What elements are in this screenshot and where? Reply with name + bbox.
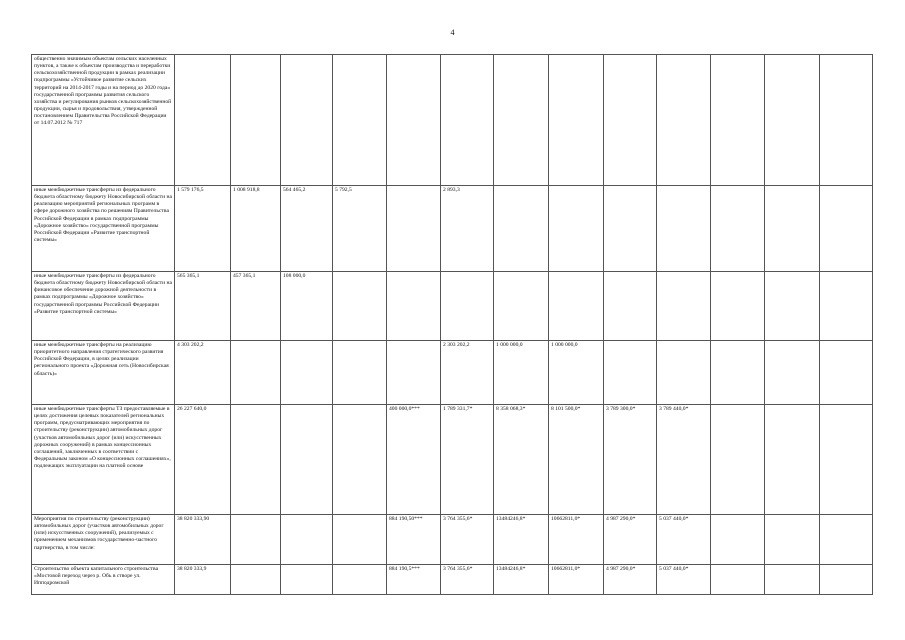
row-label: общественно значимым объектам сельских населенных пунктов, а также к объектам производства и переработки сельскохозяйственной продукции в рамках реализации подпрограммы «Устойчивое развитие сельских территорий на 2014-2017 годы и на период до 2020 года» государственной программы развития сельского хозяйства и регулирования рынков сельскохозяйственной продукции, сырья и продовольствия, утвержденной постановлением Правительства Российской Федерации от 14.07.2012 № 717 (32, 55, 175, 186)
value-cell (281, 341, 333, 405)
value-cell (549, 272, 604, 341)
value-cell (604, 341, 657, 405)
value-cell (820, 565, 873, 595)
value-cell: 5 792,5 (333, 186, 387, 272)
value-cell (175, 55, 231, 186)
value-cell (549, 55, 604, 186)
value-cell: 10662811,0* (549, 515, 604, 565)
value-cell: 1 000 000,0 (549, 341, 604, 405)
row-label: иные межбюджетные трансферты из федерального бюджета областному бюджету Новосибирской области на реализацию мероприятий региональных программ в сфере дорожного хозяйства по решениям Правительства Российской Федерации в рамках подпрограммы «Дорожное хозяйство» государственной программы Российской Федерации «Развитие транспортной системы» (32, 186, 175, 272)
value-cell (765, 55, 820, 186)
row-label: иные межбюджетные трансферты ТЗ предоставляемые в целях достижения целевых показателей региональных программ, предусматривающих мероприятия по строительству (реконструкции) автомобильных дорог (участков автомобильных дорог (или) искусственных дорожных сооружений) в рамках концессионных соглашений, заключенных в соответствии с Федеральным законом «О концессионных соглашениях», подлежащих эксплуатации на платной основе (32, 405, 175, 515)
value-cell (765, 405, 820, 515)
value-cell (711, 565, 765, 595)
value-cell: 13484246,8* (494, 565, 549, 595)
row-label: Мероприятия по строительству (реконструкции) автомобильных дорог (участков автомобильных дорог (или) искусственных сооружений), реализуемых с применением механизмов государственно-частного партнерства, в том числе: (32, 515, 175, 565)
value-cell: 26 227 640,0 (175, 405, 231, 515)
value-cell: 1 789 331,7* (441, 405, 494, 515)
value-cell (231, 405, 281, 515)
value-cell (765, 272, 820, 341)
value-cell: 564 465,2 (281, 186, 333, 272)
value-cell (711, 272, 765, 341)
table-row (32, 55, 873, 186)
value-cell (231, 55, 281, 186)
value-cell (549, 186, 604, 272)
value-cell: 10662811,0* (549, 565, 604, 595)
value-cell (711, 55, 765, 186)
value-cell (387, 186, 441, 272)
budget-table (31, 54, 873, 595)
value-cell: 457 365,1 (231, 272, 281, 341)
row-label: иные межбюджетные трансферты на реализацию приоритетного направления стратегического развития Российской Федерации, в целях реализации регионального проекта «Дорожная сеть (Новосибирская область)» (32, 341, 175, 405)
value-cell (820, 515, 873, 565)
value-cell: 2 303 202,2 (441, 341, 494, 405)
value-cell: 5 037 440,0* (657, 565, 711, 595)
value-cell (604, 55, 657, 186)
value-cell (333, 55, 387, 186)
value-cell (281, 405, 333, 515)
value-cell: 5 037 440,0* (657, 515, 711, 565)
value-cell: 3 764 355,6* (441, 515, 494, 565)
value-cell (657, 55, 711, 186)
value-cell: 4 303 202,2 (175, 341, 231, 405)
value-cell (333, 341, 387, 405)
value-cell (387, 341, 441, 405)
value-cell: 3 789 300,0* (604, 405, 657, 515)
row-label: иные межбюджетные трансферты из федерального бюджета областному бюджету Новосибирской области на финансовое обеспечение дорожной деятельности в рамках подпрограммы «Дорожное хозяйство» государственной программы Российской Федерации «Развитие транспортной системы» (32, 272, 175, 341)
value-cell (711, 405, 765, 515)
value-cell (281, 565, 333, 595)
value-cell (820, 341, 873, 405)
value-cell: 8 101 500,0* (549, 405, 604, 515)
value-cell (604, 186, 657, 272)
value-cell (441, 272, 494, 341)
value-cell (387, 272, 441, 341)
value-cell (281, 55, 333, 186)
value-cell (820, 55, 873, 186)
value-cell: 4 987 290,0* (604, 515, 657, 565)
value-cell (765, 341, 820, 405)
value-cell: 13484246,8* (494, 515, 549, 565)
value-cell: 2 893,3 (441, 186, 494, 272)
value-cell: 3 764 355,6* (441, 565, 494, 595)
value-cell (711, 341, 765, 405)
table-row (32, 515, 873, 565)
value-cell (820, 186, 873, 272)
value-cell (333, 405, 387, 515)
value-cell: 38 820 333,90 (175, 515, 231, 565)
value-cell (765, 565, 820, 595)
value-cell (711, 186, 765, 272)
value-cell (711, 515, 765, 565)
value-cell (333, 272, 387, 341)
value-cell (657, 272, 711, 341)
value-cell (604, 272, 657, 341)
table-row (32, 186, 873, 272)
value-cell (231, 515, 281, 565)
value-cell: 4 987 290,0* (604, 565, 657, 595)
table-row (32, 341, 873, 405)
value-cell (333, 565, 387, 595)
value-cell: 8 358 068,3* (494, 405, 549, 515)
value-cell: 400 000,0*** (387, 405, 441, 515)
value-cell: 1 008 918,8 (231, 186, 281, 272)
value-cell (494, 186, 549, 272)
page-number: 4 (450, 28, 455, 37)
value-cell (231, 341, 281, 405)
table-row (32, 405, 873, 515)
value-cell: 884 190,50*** (387, 515, 441, 565)
value-cell (441, 55, 494, 186)
value-cell (387, 55, 441, 186)
row-label: Строительство объекта капитального строительства «Мостовой переход через р. Обь в створе ул. Ипподромской (32, 565, 175, 595)
value-cell (657, 341, 711, 405)
value-cell: 884 190,5*** (387, 565, 441, 595)
table-row (32, 565, 873, 595)
value-cell (281, 515, 333, 565)
value-cell (820, 405, 873, 515)
value-cell (765, 186, 820, 272)
value-cell (231, 565, 281, 595)
value-cell: 1 000 000,0 (494, 341, 549, 405)
value-cell (333, 515, 387, 565)
value-cell (765, 515, 820, 565)
value-cell: 38 820 333,9 (175, 565, 231, 595)
value-cell (494, 55, 549, 186)
value-cell (657, 186, 711, 272)
value-cell (820, 272, 873, 341)
value-cell (494, 272, 549, 341)
table-row (32, 272, 873, 341)
value-cell: 108 000,0 (281, 272, 333, 341)
value-cell: 3 789 440,0* (657, 405, 711, 515)
value-cell: 1 579 176,5 (175, 186, 231, 272)
value-cell: 565 365,1 (175, 272, 231, 341)
